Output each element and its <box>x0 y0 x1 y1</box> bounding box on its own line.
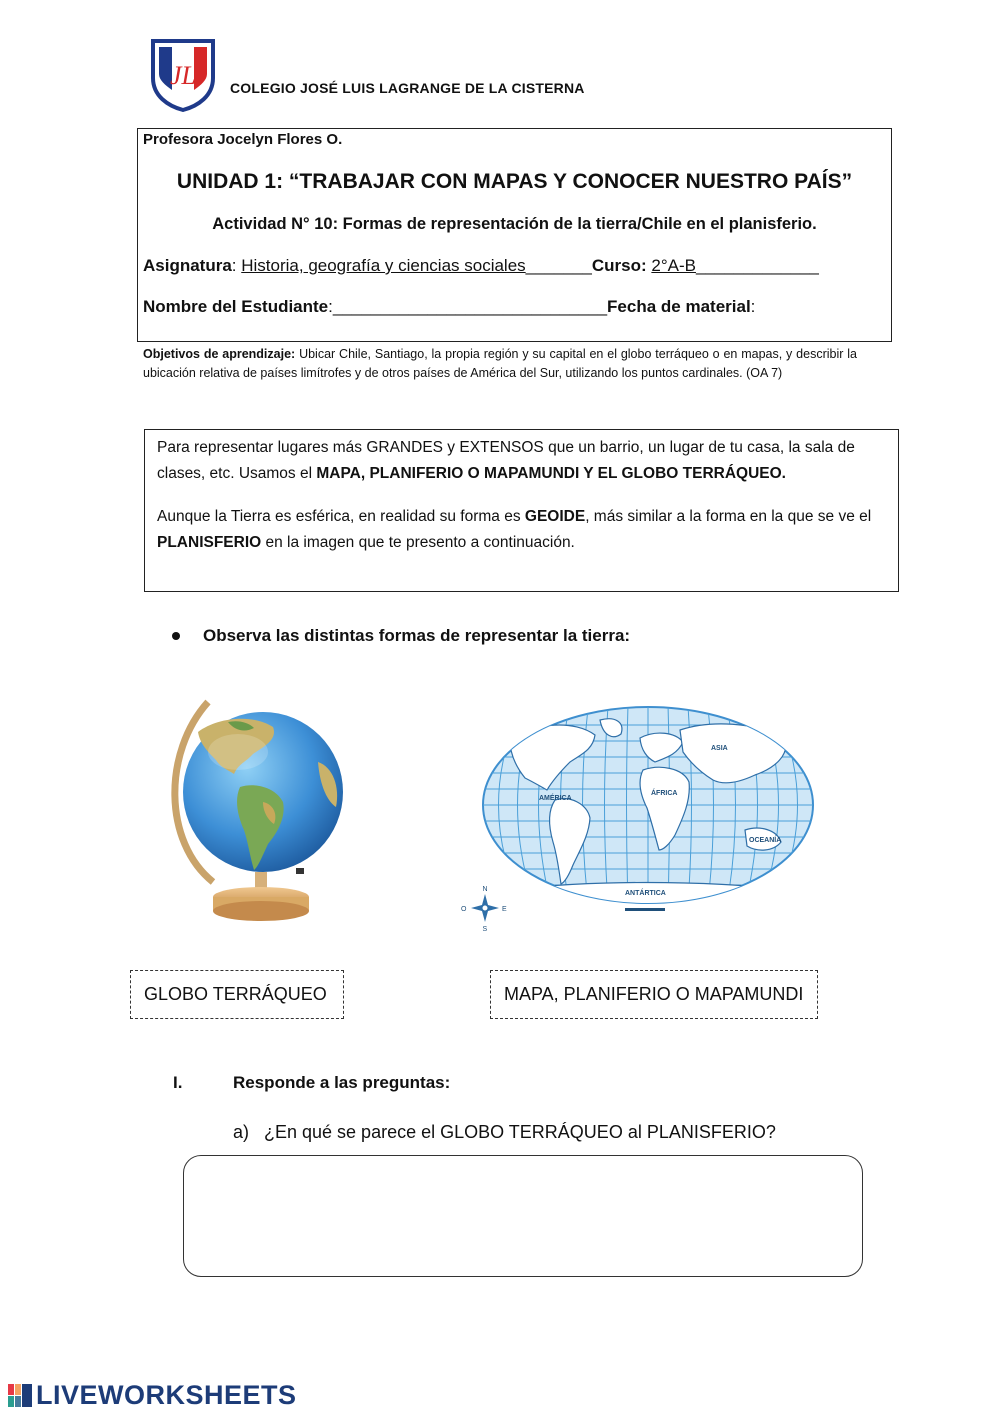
compass-n: N <box>482 886 488 893</box>
answer-input-a[interactable] <box>183 1155 863 1277</box>
liveworksheets-logo-icon <box>8 1384 34 1408</box>
subject-value: Historia, geografía y ciencias sociales <box>241 256 526 275</box>
objectives-text: Ubicar Chile, Santiago, la propia región y su capital en el globo terráqueo o en mapas, y describir la ubicación relativa de países limítrofes y de otros países de América del Sur, utilizando los puntos cardinales. (OA 7) <box>143 347 857 380</box>
school-name: COLEGIO JOSÉ LUIS LAGRANGE DE LA CISTERNA <box>230 80 585 96</box>
activity-title: Actividad N° 10: Formas de representación de la tierra/Chile en el planisferio. <box>212 215 817 233</box>
intro-p2-text-e: en la imagen que te presento a continuación. <box>261 534 575 551</box>
compass-o: O <box>461 906 467 913</box>
intro-p2-geoide: GEOIDE <box>524 508 586 525</box>
subject-label: Asignatura <box>143 256 232 275</box>
unit-title: UNIDAD 1: “TRABAJAR CON MAPAS Y CONOCER NUESTRO PAÍS” <box>176 170 853 193</box>
globe-label: GLOBO TERRÁQUEO <box>144 984 327 1004</box>
school-crest-logo <box>150 38 216 112</box>
map-label-africa: ÁFRICA <box>651 790 678 797</box>
map-label-box <box>490 970 818 1019</box>
map-label-asia: ASIA <box>711 745 728 752</box>
intro-p2-text-a: Aunque la Tierra es esférica, en realidad su forma es <box>157 508 525 525</box>
subject-row: Asignatura: Historia, geografía y ciencias sociales_______Curso: 2°A-B_____________ <box>143 256 819 275</box>
student-row <box>143 297 755 317</box>
map-label-antarctica: ANTÁRTICA <box>625 890 666 897</box>
intro-p2-text-c: , más similar a la forma en la que se ve el <box>585 508 872 525</box>
liveworksheets-brand: LIVEWORKSHEETS <box>36 1380 297 1410</box>
student-label: Nombre del Estudiante <box>143 297 329 316</box>
date-colon: : <box>750 297 756 316</box>
teacher-name: Profesora Jocelyn Flores O. <box>143 131 343 148</box>
intro-p1-text: Para representar lugares más GRANDES y EXTENSOS que un barrio, un lugar de tu casa, la sala de clases, etc. Usamos el <box>157 439 855 482</box>
student-name-field[interactable]: :_____________________________ <box>328 297 608 316</box>
intro-paragraph-2 <box>157 504 892 556</box>
subject-blank: _______ <box>525 256 592 275</box>
question-a-text: ¿En qué se parece el GLOBO TERRÁQUEO al PLANISFERIO? <box>264 1122 776 1142</box>
map-label-oceania: OCEANÍA <box>749 837 782 844</box>
objectives-label: Objetivos de aprendizaje: <box>143 347 296 361</box>
learning-objectives <box>143 345 857 383</box>
globe-image <box>168 692 343 932</box>
intro-paragraph-1 <box>157 435 892 487</box>
course-value: 2°A-B <box>651 256 696 275</box>
svg-text:JL: JL <box>170 61 196 90</box>
map-label: MAPA, PLANIFERIO O MAPAMUNDI <box>504 984 804 1004</box>
compass-rose-icon <box>461 886 507 933</box>
map-label-america: AMÉRICA <box>539 795 572 802</box>
course-blank: _____________ <box>695 256 819 275</box>
intro-p2-planisferio: PLANISFERIO <box>157 534 262 551</box>
compass-e: E <box>502 906 507 913</box>
course-label: Curso: <box>591 256 647 275</box>
compass-s: S <box>482 926 488 933</box>
date-label: Fecha de material <box>607 297 751 316</box>
section-title: Responde a las preguntas: <box>233 1073 451 1092</box>
bullet-instruction: Observa las distintas formas de representar la tierra: <box>203 626 631 645</box>
intro-p1-bold: MAPA, PLANIFERIO O MAPAMUNDI Y EL GLOBO TERRÁQUEO. <box>316 465 786 482</box>
globe-label-box <box>130 970 344 1019</box>
question-a-letter: a) <box>233 1122 250 1142</box>
section-number: I. <box>173 1073 183 1092</box>
world-map-image <box>455 700 820 935</box>
bullet-point <box>172 632 180 640</box>
